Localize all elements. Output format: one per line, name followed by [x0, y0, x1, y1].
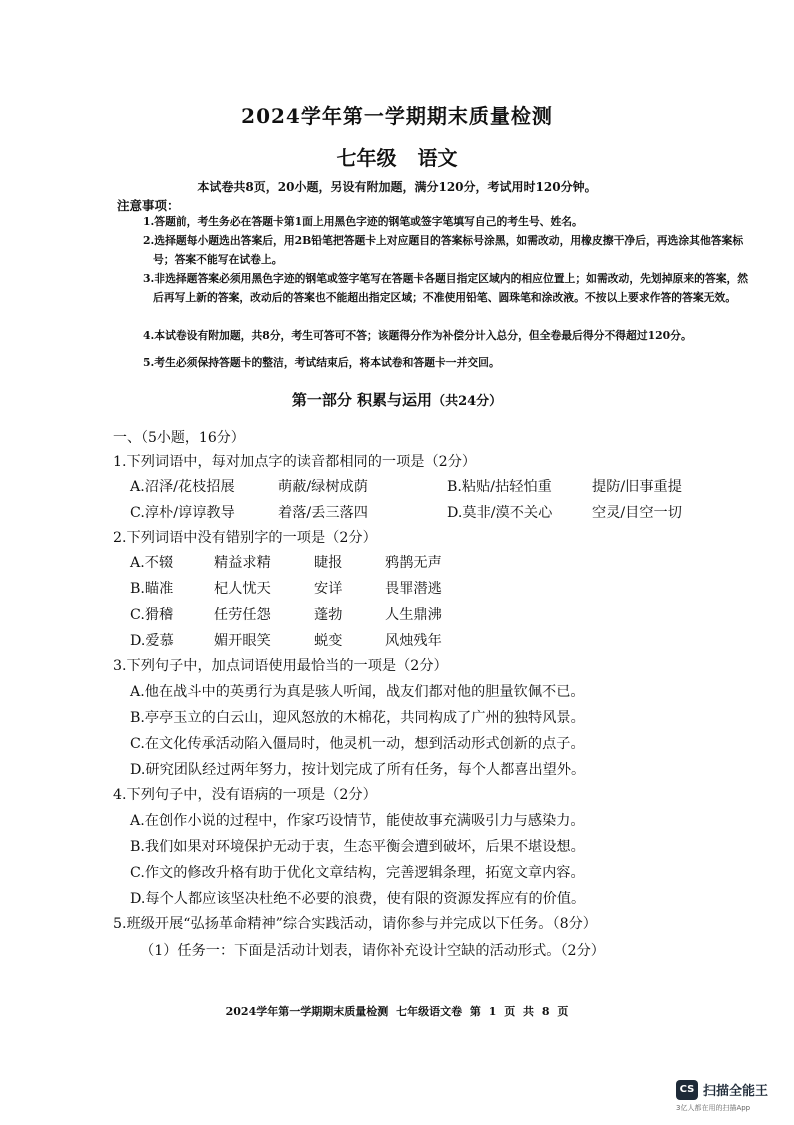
q2-option-b-word-3: 安详 — [314, 581, 343, 597]
camscanner-logo-icon: CS — [676, 1080, 698, 1100]
page-subtitle: 七年级 语文 — [336, 146, 458, 170]
q2-option-d-word-2: 媚开眼笑 — [214, 633, 271, 649]
q1-option-d-1: D.莫非/漠不关心 — [447, 505, 553, 521]
question-3-stem: 3.下列句子中，加点词语使用最恰当的一项是（2分） — [113, 658, 448, 674]
q2-option-b-word-2: 杞人忧天 — [214, 581, 271, 597]
q4-option-a: A.在创作小说的过程中，作家巧设情节，能使故事充满吸引力与感染力。 — [130, 813, 585, 829]
notice-item-5: 5.考生必须保持答题卡的整洁，考试结束后，将本试卷和答题卡一并交回。 — [143, 356, 500, 369]
q3-option-a: A.他在战斗中的英勇行为真是骇人听闻，战友们都对他的胆量钦佩不已。 — [130, 684, 585, 700]
q2-option-b-word-1: B.瞄准 — [130, 581, 174, 597]
q3-option-b: B.亭亭玉立的白云山，迎风怒放的木棉花，共同构成了广州的独特风景。 — [130, 710, 585, 726]
q2-option-c-word-3: 蓬勃 — [314, 607, 343, 623]
q2-option-a-word-3: 睫报 — [314, 555, 343, 571]
scanner-watermark — [676, 1078, 786, 1118]
q2-option-a-word-2: 精益求精 — [214, 555, 271, 571]
q1-option-a-1: A.沼泽/花枝招展 — [130, 479, 235, 495]
q2-option-c-word-2: 任劳任怨 — [214, 607, 271, 623]
scanner-tagline: 3亿人都在用的扫描App — [676, 1104, 751, 1112]
notice-label: 注意事项： — [117, 198, 180, 213]
q1-option-d-2: 空灵/目空一切 — [592, 505, 682, 521]
notice-item-2: 2.选择题每小题选出答案后，用2B铅笔把答题卡上对应题目的答案标号涂黑，如需改动，用橡皮擦干净后，再选涂其他答案标号；答案不能写在试卷上。 — [143, 234, 744, 266]
q2-option-d-word-3: 蜕变 — [314, 633, 343, 649]
q4-option-d: D.每个人都应该坚决杜绝不必要的浪费，使有限的资源发挥应有的价值。 — [130, 891, 586, 907]
q2-option-b-word-4: 畏罪潜逃 — [385, 581, 442, 597]
q3-option-d: D.研究团队经过两年努力，按计划完成了所有任务，每个人都喜出望外。 — [130, 762, 586, 778]
q2-option-a-word-4: 鸦鹊无声 — [385, 555, 442, 571]
page-footer: 2024学年第一学期期末质量检测 七年级语文卷 第 1 页 共 8 页 — [225, 1005, 569, 1018]
q2-option-c-word-4: 人生鼎沸 — [385, 607, 442, 623]
q1-option-a-2: 萌蔽/绿树成荫 — [278, 479, 368, 495]
part-one-title — [0, 389, 794, 410]
part-one-name: 第一部分 积累与运用 — [291, 391, 433, 409]
question-5-task-1: （1）任务一：下面是活动计划表，请你补充设计空缺的活动形式。（2分） — [140, 943, 605, 959]
notice-item-3: 3.非选择题答案必须用黑色字迹的钢笔或签字笔写在答题卡各题目指定区域内的相应位置上；如需改动，先划掉原来的答案，然后再写上新的答案，改动后的答案也不能超出指定区域；不准使用铅笔、圆珠笔和涂改液。不按以上要求作答的答案无效。 — [143, 272, 749, 304]
page-title: 2024学年第一学期期末质量检测 — [241, 104, 553, 128]
exam-intro: 本试卷共8页，20小题，另设有附加题，满分120分，考试用时120分钟。 — [197, 180, 597, 194]
q2-option-c-word-1: C.猾稽 — [130, 607, 174, 623]
notice-item-4: 4.本试卷设有附加题，共8分，考生可答可不答；该题得分作为补偿分计入总分，但全卷最后得分不得超过120分。 — [143, 329, 692, 342]
question-2-stem: 2.下列词语中没有错别字的一项是（2分） — [113, 530, 377, 546]
q4-option-c: C.作文的修改升格有助于优化文章结构，完善逻辑条理，拓宽文章内容。 — [130, 865, 585, 881]
q1-option-c-2: 着落/丢三落四 — [278, 505, 368, 521]
q2-option-a-word-1: A.不辍 — [130, 555, 174, 571]
q3-option-c: C.在文化传承活动陷入僵局时，他灵机一动，想到活动形式创新的点子。 — [130, 736, 585, 752]
question-4-stem: 4.下列句子中，没有语病的一项是（2分） — [113, 787, 377, 803]
q2-option-d-word-1: D.爱慕 — [130, 633, 174, 649]
q4-option-b: B.我们如果对环境保护无动于衷，生态平衡会遭到破坏，后果不堪设想。 — [130, 839, 585, 855]
question-5-stem: 5.班级开展“弘扬革命精神”综合实践活动，请你参与并完成以下任务。（8分） — [113, 916, 597, 932]
q1-option-b-1: B.粘贴/拈轻怕重 — [447, 479, 552, 495]
q1-option-b-2: 提防/旧事重提 — [592, 479, 682, 495]
part-one-score: （共24分） — [432, 394, 503, 409]
q2-option-d-word-4: 风烛残年 — [385, 633, 442, 649]
scanner-app-name: 扫描全能王 — [703, 1084, 769, 1099]
notice-item-1: 1.答题前，考生务必在答题卡第1面上用黑色字迹的钢笔或签字笔填写自己的考生号、姓名。 — [143, 215, 583, 228]
question-1-stem: 1.下列词语中，每对加点字的读音都相同的一项是（2分） — [113, 454, 477, 470]
section-one-heading: 一、（5小题，16分） — [113, 430, 245, 446]
q1-option-c-1: C.淳朴/谆谆教导 — [130, 505, 235, 521]
